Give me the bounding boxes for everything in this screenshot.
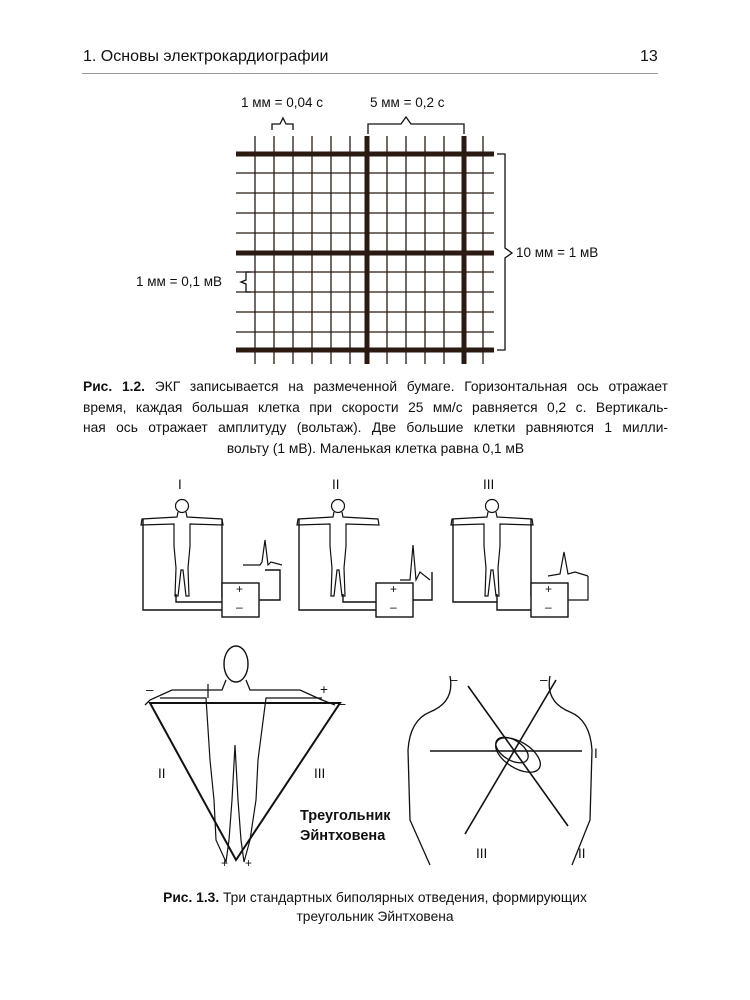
caption-text: Три стандартных биполярных отведения, формирующих (223, 890, 587, 905)
triangle-title (300, 806, 391, 846)
panel-I-plus: + (236, 582, 244, 596)
thick-lines (236, 136, 494, 364)
lead-panel-I (141, 500, 282, 618)
label-big-voltage: 10 мм = 1 мВ (516, 245, 599, 260)
caption-text: ная ось отражает амплитуду (вольтаж). Две большие клетки равняются 1 милли- (83, 420, 668, 435)
chapter-title: 1. Основы электрокардиографии (83, 48, 329, 65)
caption-text: треугольник Эйнтховена (296, 909, 454, 924)
chest-figure (408, 676, 592, 865)
panel-I-minus: – (236, 600, 243, 614)
caption-text: время, каждая большая клетка при скорости 25 мм/с равняется 0,2 с. Вертикаль- (83, 399, 668, 415)
label-big-time: 5 мм = 0,2 с (370, 95, 445, 110)
label-small-voltage: 1 мм = 0,1 мВ (136, 274, 223, 289)
figure-1-2-caption (83, 377, 668, 459)
caption-label: Рис. 1.3. (163, 890, 220, 905)
triangle-side-II: II (158, 766, 166, 781)
panel-II-minus: – (390, 600, 397, 614)
bracket-big-voltage (497, 154, 512, 350)
chest-minus-left: – (450, 672, 458, 687)
page-number: 13 (640, 48, 658, 65)
panel-III-plus: + (545, 582, 553, 596)
panel-III-roman: III (483, 477, 495, 492)
panel-III-minus: – (545, 600, 552, 614)
triangle-side-III: III (314, 766, 326, 781)
chest-lead-I: I (594, 746, 598, 761)
chest-minus-right: – (540, 672, 548, 687)
panel-I-roman: I (178, 477, 182, 492)
triangle-title-line: Треугольник (300, 808, 391, 824)
chest-lead-III: III (476, 846, 488, 861)
figure-1-3-caption (100, 888, 650, 926)
lead-panel-II (297, 500, 432, 618)
triangle-plus-right: + (320, 682, 328, 697)
bracket-small-time (272, 118, 293, 130)
panel-II-plus: + (390, 582, 398, 596)
label-small-time: 1 мм = 0,04 с (241, 95, 323, 110)
caption-text: вольту (1 мВ). Маленькая клетка равна 0,1 мВ (226, 440, 525, 456)
ecg-grid (236, 136, 494, 364)
triangle-title-line: Эйнтховена (300, 828, 386, 844)
triangle-minus-left: – (146, 682, 154, 697)
ecg-grid-figure (0, 0, 750, 370)
caption-text: ЭКГ записывается на размеченной бумаге. Горизонтальная ось отражает (154, 379, 668, 394)
triangle-minus-right: – (338, 696, 346, 711)
triangle-plus-bottom-right: + (245, 856, 253, 870)
chest-lead-II: II (578, 846, 586, 861)
lead-panel-III (451, 500, 588, 618)
caption-label: Рис. 1.2. (83, 379, 145, 394)
panel-II-roman: II (332, 477, 340, 492)
triangle-plus-bottom-left: + (221, 856, 229, 870)
bracket-small-voltage (241, 272, 251, 292)
bracket-big-time (368, 117, 464, 134)
